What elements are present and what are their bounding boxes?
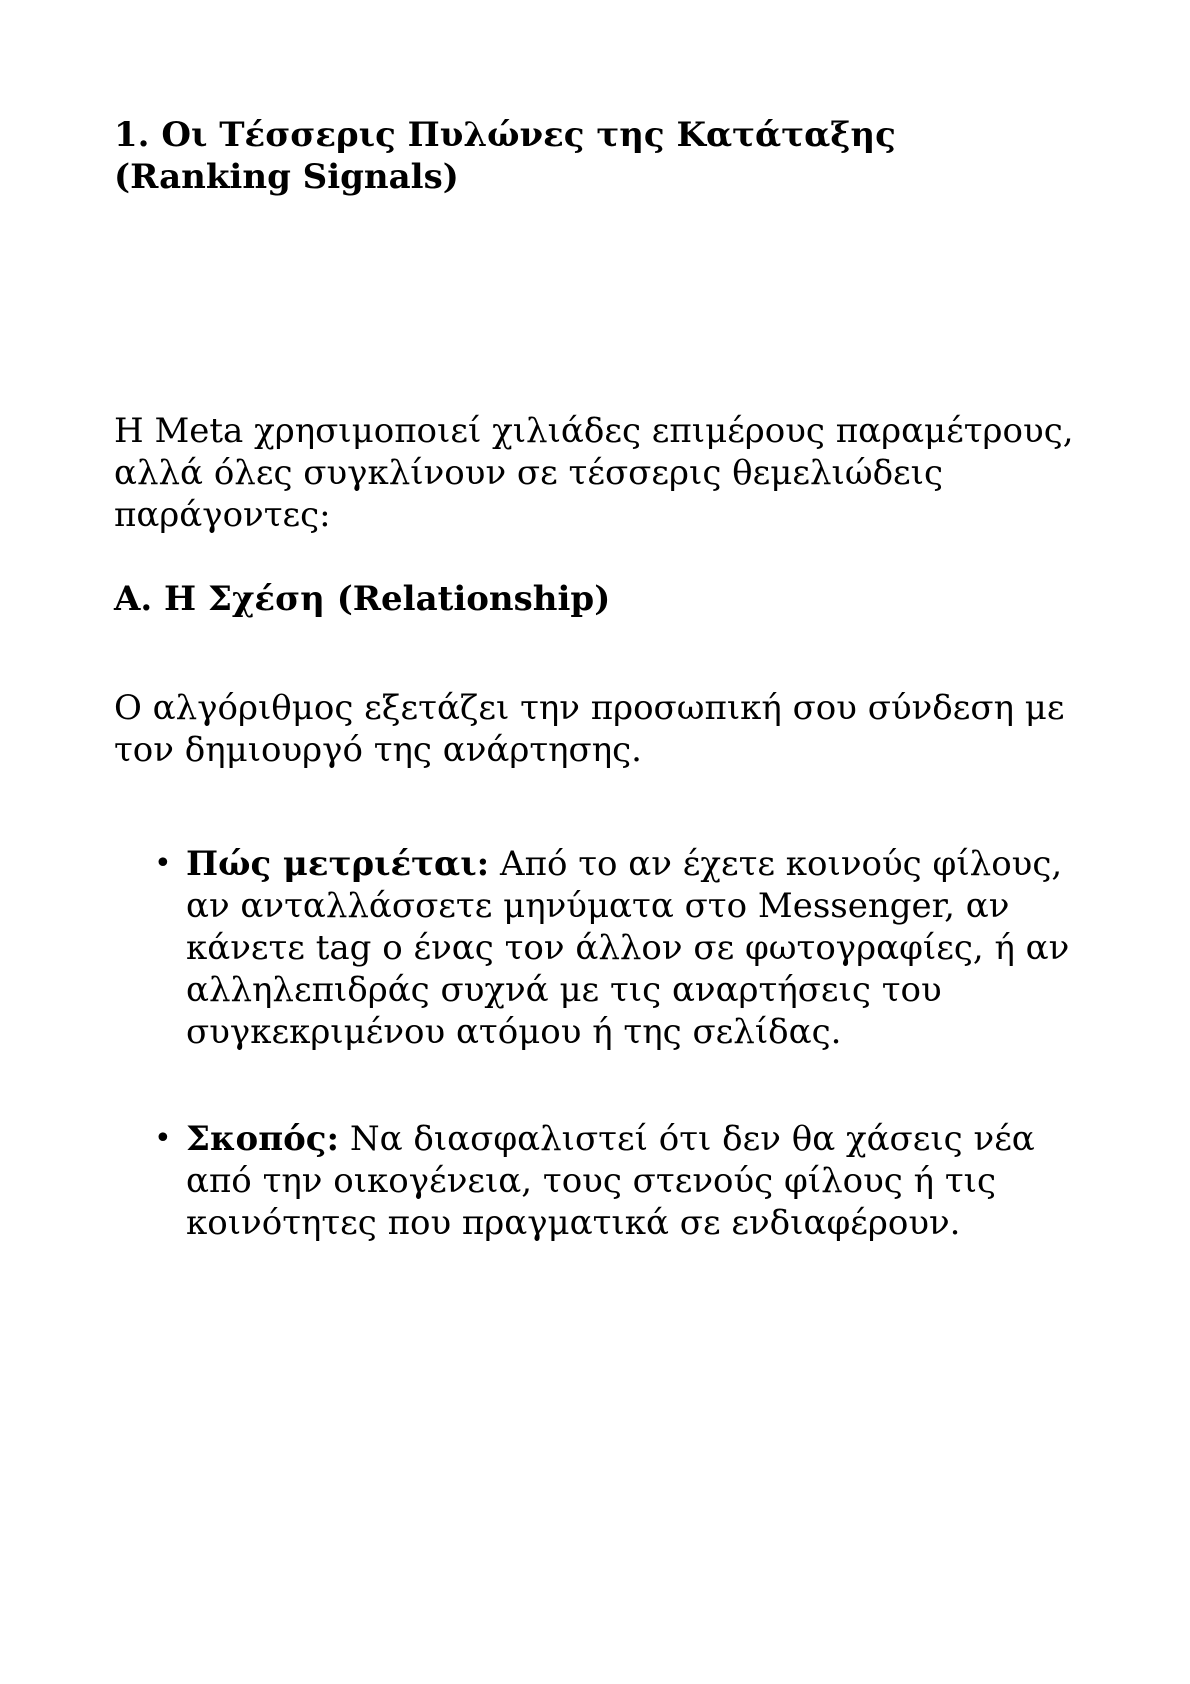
bullet-label: Πώς μετριέται:	[186, 844, 490, 884]
bullet-list-how	[114, 843, 1094, 1053]
relationship-paragraph: Ο αλγόριθμος εξετάζει την προσωπική σου σύνδεση με τον δημιουργό της ανάρτησης.	[114, 688, 1065, 770]
list-item-purpose	[114, 1118, 1094, 1244]
bullet-label: Σκοπός:	[186, 1119, 340, 1159]
bullet-marker: •	[154, 846, 172, 881]
bullet-text: Να διασφαλιστεί ότι δεν θα χάσεις νέα από την οικογένεια, τους στενούς φίλους ή τις κοινότητες που πραγματικά σε ενδιαφέρουν.	[186, 1119, 1035, 1243]
main-heading: 1. Οι Τέσσερις Πυλώνες της Κατάταξης (Ranking Signals)	[114, 115, 896, 197]
intro-paragraph: Η Meta χρησιμοποιεί χιλιάδες επιμέρους παραμέτρους, αλλά όλες συγκλίνουν σε τέσσερις θεμελιώδεις παράγοντες:	[114, 411, 1074, 535]
section-heading-relationship: Α. Η Σχέση (Relationship)	[114, 579, 611, 619]
list-item-how-measured	[114, 843, 1094, 1053]
bullet-list-goal	[114, 1118, 1094, 1244]
bullet-text: Από το αν έχετε κοινούς φίλους, αν ανταλλάσσετε μηνύματα στο Messenger, αν κάνετε tag ο ένας τον άλλον σε φωτογραφίες, ή αν αλληλεπιδράς συχνά με τις αναρτήσεις του συγκεκριμένου ατόμου ή της σελίδας.	[186, 844, 1070, 1052]
bullet-marker: •	[154, 1121, 172, 1156]
